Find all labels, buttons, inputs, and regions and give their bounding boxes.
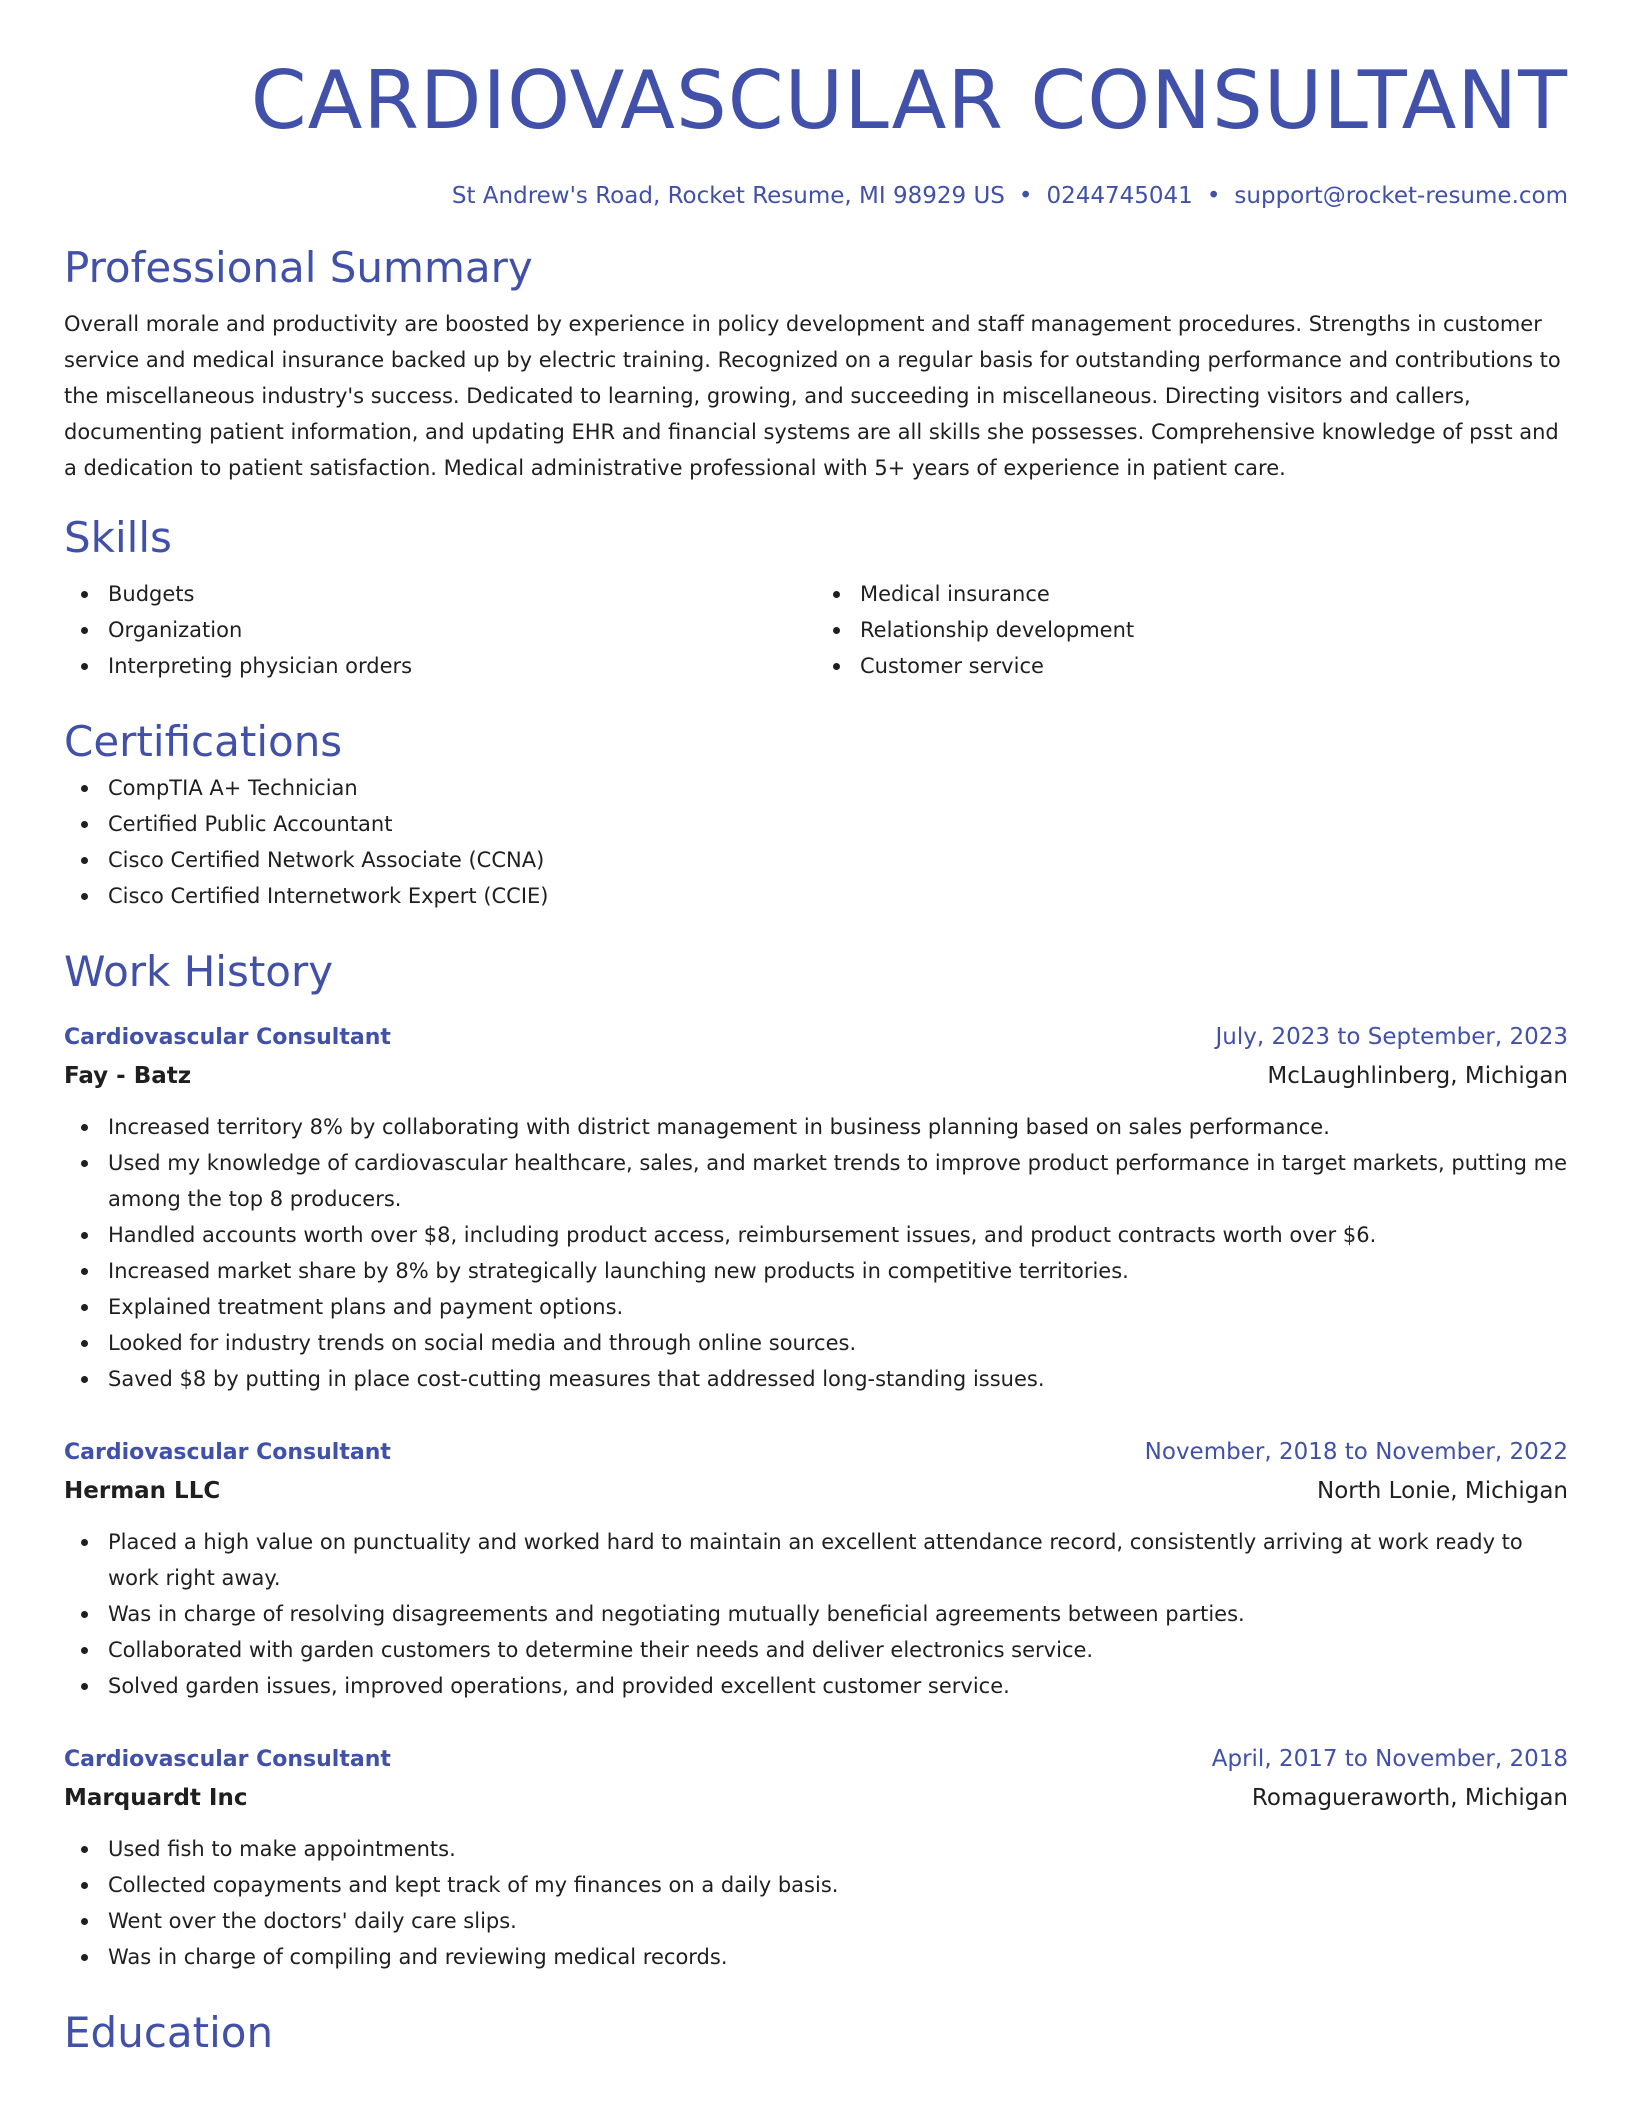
- job-company-row: [64, 1472, 1568, 1510]
- job-dates: July, 2023 to September, 2023: [1215, 1024, 1568, 1050]
- job-bullet: Placed a high value on punctuality and worked hard to maintain an excellent attendance record, consistently arriving at work ready to work right away.: [108, 1524, 1568, 1596]
- skills-section: [64, 510, 1568, 684]
- job-bullet: Explained treatment plans and payment options.: [108, 1289, 1568, 1325]
- skills-grid: [64, 576, 1568, 684]
- job-company-row: [64, 1057, 1568, 1095]
- job-dates: November, 2018 to November, 2022: [1144, 1439, 1568, 1465]
- job-bullet: Went over the doctors' daily care slips.: [108, 1903, 1568, 1939]
- job-bullet: Used my knowledge of cardiovascular healthcare, sales, and market trends to improve product performance in target markets, putting me among the top 8 producers.: [108, 1145, 1568, 1217]
- certifications-heading: Certifications: [64, 717, 343, 766]
- job-bullets: [64, 1524, 1568, 1704]
- contact-separator: •: [1206, 183, 1221, 209]
- skills-list-right: [816, 576, 1568, 684]
- education-section: [64, 2005, 1568, 2061]
- contact-address: St Andrew's Road, Rocket Resume, MI 98929 US: [451, 183, 1005, 209]
- job-bullet: Saved $8 by putting in place cost-cutting measures that addressed long-standing issues.: [108, 1361, 1568, 1397]
- job-title-row: [64, 1740, 1568, 1779]
- job-company: Herman LLC: [64, 1478, 221, 1504]
- job-title: Cardiovascular Consultant: [64, 1025, 391, 1050]
- certification-item: Cisco Certified Internetwork Expert (CCIE): [108, 878, 1568, 914]
- job-bullet: Used fish to make appointments.: [108, 1831, 1568, 1867]
- job-dates: April, 2017 to November, 2018: [1211, 1746, 1568, 1772]
- job-entry: [64, 1740, 1568, 1975]
- job-bullet: Was in charge of compiling and reviewing medical records.: [108, 1939, 1568, 1975]
- job-location: North Lonie, Michigan: [1317, 1478, 1568, 1504]
- job-bullets: [64, 1831, 1568, 1975]
- skill-item: Medical insurance: [860, 576, 1568, 612]
- job-company: Fay - Batz: [64, 1063, 192, 1089]
- work-history-section: [64, 944, 1568, 1975]
- job-bullet: Increased territory 8% by collaborating with district management in business planning based on sales performance.: [108, 1109, 1568, 1145]
- certifications-section: [64, 714, 1568, 914]
- job-title: Cardiovascular Consultant: [64, 1747, 391, 1772]
- resume-header: [64, 0, 1568, 212]
- job-bullets: [64, 1109, 1568, 1397]
- skill-item: Organization: [108, 612, 816, 648]
- skill-item: Relationship development: [860, 612, 1568, 648]
- summary-heading: Professional Summary: [64, 243, 533, 292]
- job-title-row: [64, 1433, 1568, 1472]
- contact-email: support@rocket-resume.com: [1234, 183, 1568, 209]
- contact-separator: •: [1018, 183, 1033, 209]
- job-location: McLaughlinberg, Michigan: [1267, 1063, 1568, 1089]
- work-history-heading: Work History: [64, 947, 334, 996]
- job-bullet: Increased market share by 8% by strategically launching new products in competitive territories.: [108, 1253, 1568, 1289]
- job-bullet: Collected copayments and kept track of my finances on a daily basis.: [108, 1867, 1568, 1903]
- summary-section: [64, 240, 1568, 486]
- job-bullet: Collaborated with garden customers to determine their needs and deliver electronics service.: [108, 1632, 1568, 1668]
- skills-list-left: [64, 576, 816, 684]
- certifications-list: [64, 770, 1568, 914]
- job-entry: [64, 1433, 1568, 1704]
- job-bullet: Was in charge of resolving disagreements and negotiating mutually beneficial agreements between parties.: [108, 1596, 1568, 1632]
- skill-item: Customer service: [860, 648, 1568, 684]
- job-location: Romagueraworth, Michigan: [1251, 1785, 1568, 1811]
- skill-item: Budgets: [108, 576, 816, 612]
- candidate-name: CARDIOVASCULAR CONSULTANT: [250, 54, 1568, 147]
- job-title-row: [64, 1018, 1568, 1057]
- job-bullet: Solved garden issues, improved operations, and provided excellent customer service.: [108, 1668, 1568, 1704]
- certification-item: CompTIA A+ Technician: [108, 770, 1568, 806]
- job-bullet: Looked for industry trends on social media and through online sources.: [108, 1325, 1568, 1361]
- education-heading: Education: [64, 2008, 274, 2057]
- job-bullet: Handled accounts worth over $8, including product access, reimbursement issues, and product contracts worth over $6.: [108, 1217, 1568, 1253]
- job-title: Cardiovascular Consultant: [64, 1440, 391, 1465]
- skills-heading: Skills: [64, 513, 172, 562]
- job-company-row: [64, 1779, 1568, 1817]
- certification-item: Cisco Certified Network Associate (CCNA): [108, 842, 1568, 878]
- contact-phone: 0244745041: [1046, 183, 1193, 209]
- contact-line: [64, 180, 1568, 212]
- job-entry: [64, 1018, 1568, 1397]
- summary-text: Overall morale and productivity are boosted by experience in policy development and staff management procedures. Strengths in customer service and medical insurance backed up by electric training. Recognized on a regular basis for outstanding performance and contributions to the miscellaneous industry's success. Dedicated to learning, growing, and succeeding in miscellaneous. Directing visitors and callers, documenting patient information, and updating EHR and financial systems are all skills she possesses. Comprehensive knowledge of psst and a dedication to patient satisfaction. Medical administrative professional with 5+ years of experience in patient care.: [64, 312, 1561, 480]
- skill-item: Interpreting physician orders: [108, 648, 816, 684]
- certification-item: Certified Public Accountant: [108, 806, 1568, 842]
- job-company: Marquardt Inc: [64, 1785, 248, 1811]
